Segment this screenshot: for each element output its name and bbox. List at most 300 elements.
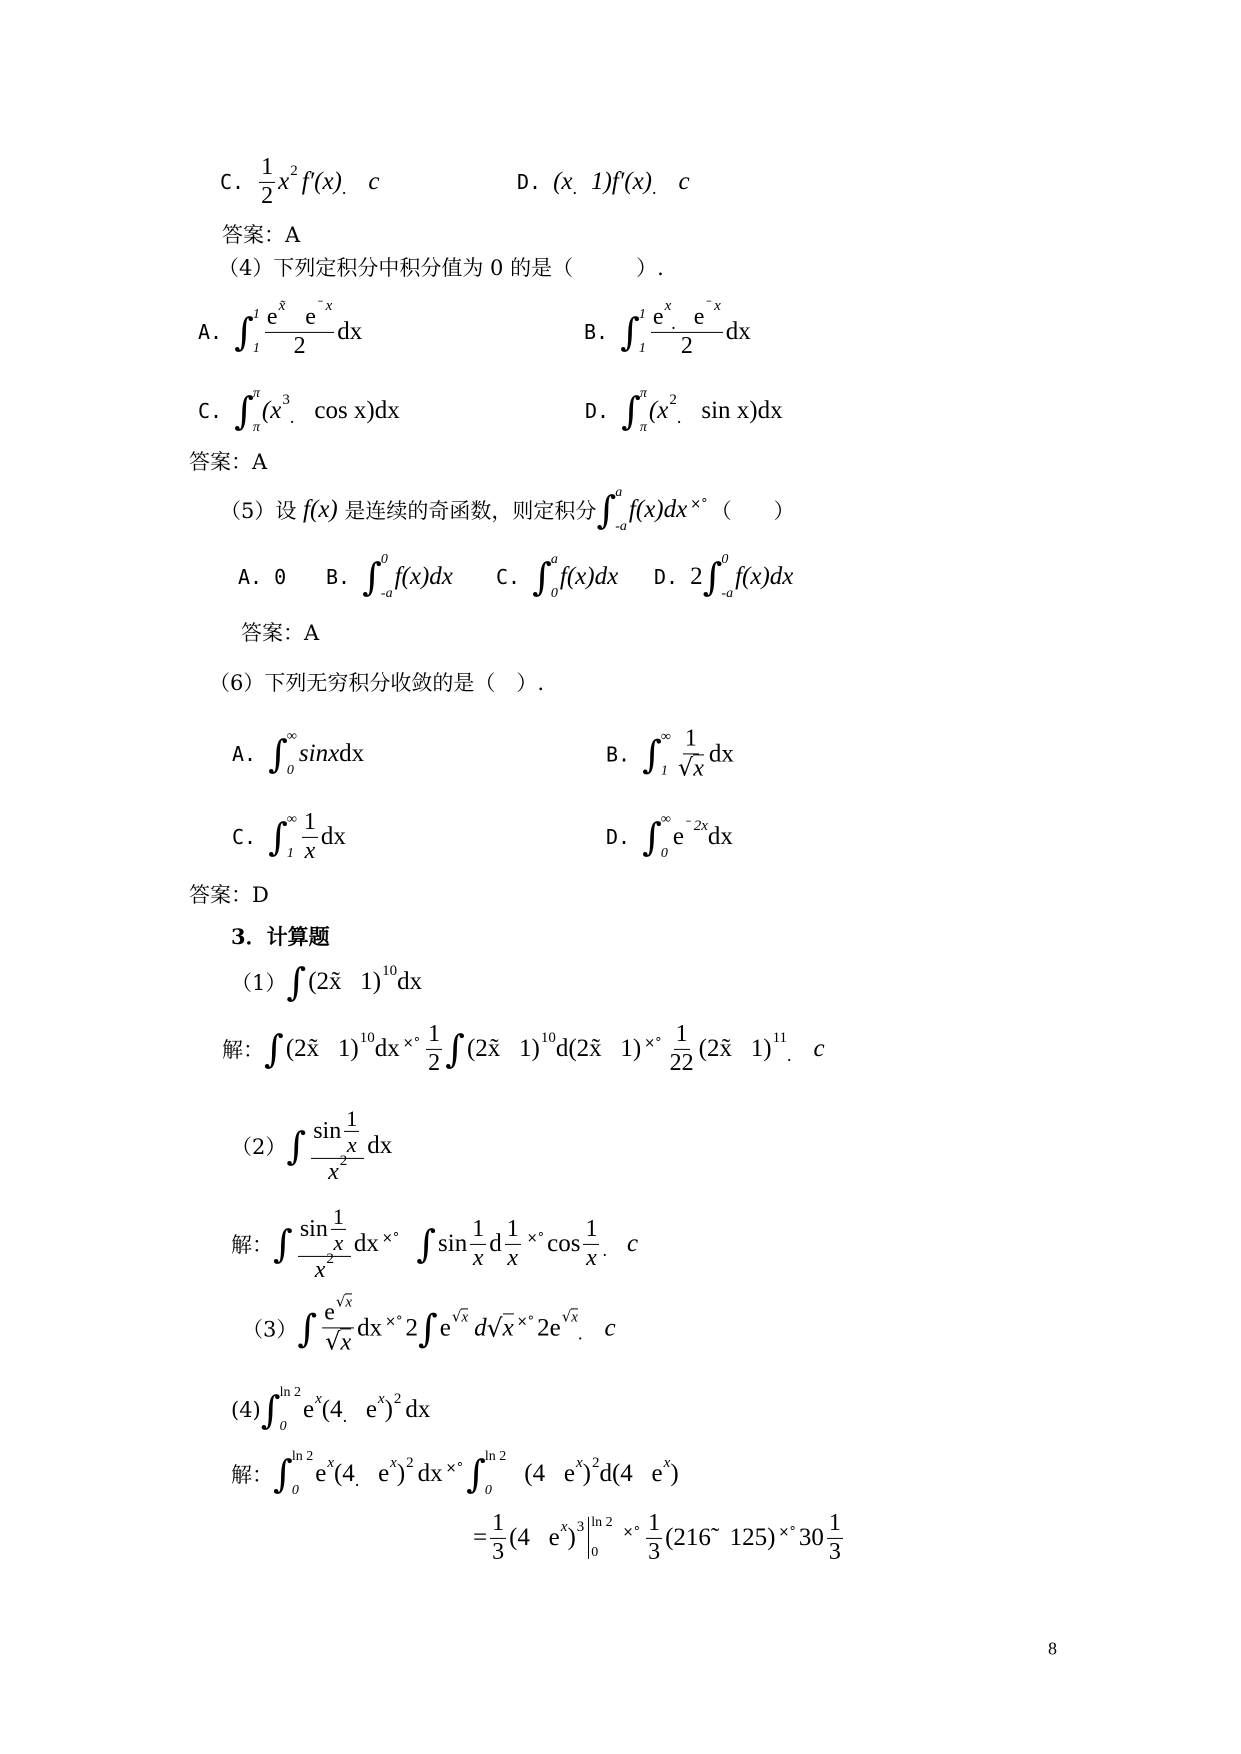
integral-limits bbox=[615, 485, 627, 535]
option-label: B. bbox=[326, 565, 351, 589]
c4-problem bbox=[231, 1385, 430, 1435]
dot: . bbox=[577, 1323, 583, 1344]
differential: dx bbox=[417, 1460, 443, 1487]
solution-label: 解： bbox=[231, 1233, 273, 1257]
denominator: x bbox=[346, 1132, 357, 1158]
math-expr: sinx bbox=[298, 740, 340, 767]
numerator bbox=[265, 298, 334, 333]
lower-limit: 0 bbox=[550, 586, 558, 601]
exponent: 2 bbox=[290, 162, 298, 179]
radical-sign: √ bbox=[486, 1313, 503, 1343]
upper-limit: ln 2 bbox=[279, 1385, 301, 1400]
integral bbox=[286, 1124, 307, 1168]
q4-option-b bbox=[584, 298, 751, 360]
integral bbox=[234, 386, 260, 436]
option-label: C. bbox=[496, 565, 521, 589]
integral bbox=[286, 960, 307, 1004]
option-label: C. bbox=[232, 825, 257, 849]
numerator: 1 bbox=[426, 1021, 442, 1050]
numerator: 1 bbox=[259, 154, 275, 183]
fraction bbox=[426, 1021, 442, 1077]
constant: c bbox=[626, 1230, 639, 1257]
math-e: e bbox=[315, 1460, 327, 1487]
integral bbox=[642, 812, 671, 862]
radicand: x bbox=[461, 1309, 469, 1326]
q4-answer: 答案：A bbox=[189, 450, 268, 474]
q5-option-d bbox=[654, 552, 793, 602]
lower-limit: 0 bbox=[591, 1545, 599, 1560]
math-expr: (4 bbox=[321, 1396, 343, 1423]
equals-glyph: ×° bbox=[381, 1230, 400, 1246]
q6-option-c bbox=[232, 809, 346, 865]
stem-text: 是连续的奇函数，则定积分 bbox=[337, 499, 597, 523]
integral-sign: ∫ bbox=[417, 1306, 438, 1350]
option-label: C. bbox=[198, 399, 223, 423]
upper-limit: a bbox=[615, 485, 623, 500]
q3-answer: 答案：A bbox=[222, 223, 301, 247]
radicand: x bbox=[345, 1294, 353, 1311]
lower-limit: -a bbox=[721, 586, 734, 601]
equals-glyph: ×° bbox=[445, 1460, 464, 1476]
exponent: 2 bbox=[326, 1250, 334, 1267]
denominator: x bbox=[333, 1230, 344, 1256]
integral-sign: ∫ bbox=[532, 555, 552, 599]
upper-limit: ∞ bbox=[286, 729, 297, 744]
upper-limit: ∞ bbox=[660, 812, 671, 827]
denominator: 2 bbox=[261, 182, 274, 209]
integral-limits bbox=[292, 1449, 313, 1499]
q5-stem bbox=[220, 485, 795, 535]
exponent: 3 bbox=[576, 1518, 585, 1535]
lower-limit: 0 bbox=[484, 1483, 492, 1498]
exponent bbox=[452, 1308, 468, 1327]
integral-limits bbox=[721, 552, 733, 602]
equals-glyph: ×° bbox=[622, 1524, 641, 1540]
integral-limits bbox=[280, 1385, 301, 1435]
math-expr: f(x) bbox=[303, 496, 338, 523]
differential: dx bbox=[374, 1035, 400, 1062]
math-expr: 2e bbox=[537, 1314, 561, 1341]
coefficient: 2 bbox=[405, 1314, 418, 1341]
option-label: D. bbox=[517, 170, 542, 194]
exponent: ˉ x bbox=[705, 298, 721, 315]
dot: . bbox=[289, 406, 295, 427]
integral-limits bbox=[253, 386, 260, 436]
exponent: 2 bbox=[669, 391, 677, 408]
upper-limit: ∞ bbox=[660, 729, 671, 744]
exponent: x bbox=[315, 1390, 322, 1407]
upper-limit: 1 bbox=[638, 307, 646, 322]
integral-sign: ∫ bbox=[362, 555, 382, 599]
equals-sign: = bbox=[473, 1524, 488, 1551]
option-label: C. bbox=[220, 170, 245, 194]
math-expr: (x bbox=[648, 397, 669, 424]
integral bbox=[445, 1027, 465, 1071]
fraction bbox=[311, 1106, 364, 1186]
q4-option-a bbox=[198, 298, 363, 360]
option-label: D. bbox=[585, 399, 610, 423]
denominator bbox=[326, 1152, 349, 1187]
lower-limit: π bbox=[639, 420, 647, 435]
equals-glyph: ×° bbox=[516, 1314, 535, 1330]
dot: . bbox=[652, 177, 657, 198]
integral-sign: ∫ bbox=[234, 310, 254, 354]
math-expr: f(x)dx bbox=[559, 563, 619, 590]
integral-limits bbox=[639, 307, 646, 357]
dot: . bbox=[354, 1469, 360, 1490]
math-expr: d(4 e bbox=[599, 1460, 663, 1487]
math-expr: ) bbox=[582, 1460, 591, 1487]
numerator: 1 bbox=[674, 1021, 690, 1050]
integral bbox=[703, 552, 733, 602]
upper-limit: 1 bbox=[252, 307, 260, 322]
math-expr: (4 bbox=[333, 1460, 355, 1487]
integral-sign: ∫ bbox=[273, 1222, 293, 1266]
denominator: 3 bbox=[492, 1538, 505, 1565]
equals-glyph: ×° bbox=[385, 1314, 403, 1330]
constant: c bbox=[813, 1035, 825, 1062]
integral-sign: ∫ bbox=[260, 1388, 281, 1432]
denominator: 3 bbox=[648, 1538, 661, 1565]
fraction bbox=[583, 1216, 599, 1272]
q4-option-c bbox=[198, 386, 400, 436]
exponent: 10 bbox=[382, 962, 398, 979]
radical-sign: √ bbox=[451, 1307, 462, 1326]
exponent: 11 bbox=[772, 1029, 788, 1046]
answer-blank: （ ） bbox=[710, 499, 795, 523]
integral-sign: ∫ bbox=[416, 1222, 437, 1266]
solution-label: 解： bbox=[222, 1038, 264, 1062]
integral-sign: ∫ bbox=[466, 1452, 486, 1496]
integral-limits bbox=[485, 1449, 506, 1499]
denominator: 2 bbox=[428, 1049, 441, 1076]
denominator: 2 bbox=[293, 332, 306, 359]
upper-limit: π bbox=[252, 386, 260, 401]
exponent: 2 bbox=[406, 1454, 414, 1471]
math-expr: (216̃ 125) bbox=[665, 1524, 776, 1551]
differential: dx bbox=[339, 740, 365, 767]
c3-problem bbox=[242, 1292, 616, 1356]
exponent: x̃ bbox=[278, 298, 286, 315]
upper-limit: 0 bbox=[380, 552, 388, 567]
exponent: 2 bbox=[393, 1390, 402, 1407]
math-expr: 30 bbox=[798, 1524, 824, 1551]
c1-problem bbox=[231, 960, 423, 1004]
fraction bbox=[490, 1510, 506, 1566]
math-var: x bbox=[328, 1158, 339, 1185]
integral bbox=[362, 552, 392, 602]
fraction bbox=[676, 725, 706, 782]
numerator: 1 bbox=[646, 1510, 662, 1539]
integral-sign: ∫ bbox=[268, 815, 288, 859]
math-var: x bbox=[314, 1256, 326, 1283]
q6-option-b bbox=[606, 725, 734, 782]
constant: c bbox=[604, 1314, 616, 1341]
integral-limits bbox=[640, 386, 647, 436]
exponent: 10 bbox=[359, 1029, 375, 1046]
math-e: e bbox=[693, 303, 705, 330]
numerator: 1 bbox=[683, 725, 699, 754]
math-expr: 1)f′(x) bbox=[591, 168, 653, 195]
denominator: x bbox=[304, 837, 316, 864]
exponent: ˉ x bbox=[316, 298, 333, 315]
math-e: e bbox=[672, 823, 684, 850]
fraction bbox=[646, 1510, 662, 1566]
upper-limit: 0 bbox=[721, 552, 729, 567]
fraction bbox=[298, 1204, 351, 1284]
exponent: x bbox=[575, 1454, 583, 1471]
exponent bbox=[562, 1308, 578, 1327]
math-e: e bbox=[302, 1396, 315, 1423]
fraction bbox=[331, 1204, 346, 1256]
numerator: 1 bbox=[470, 1216, 486, 1245]
numerator: 1 bbox=[302, 809, 318, 838]
q5-option-a bbox=[238, 565, 298, 589]
fraction bbox=[651, 298, 723, 360]
exponent: ˉ 2x bbox=[685, 817, 708, 834]
math-var: x bbox=[278, 168, 290, 195]
equals-glyph: ×° bbox=[778, 1524, 796, 1540]
fraction bbox=[265, 298, 334, 360]
problem-label: （2） bbox=[231, 1135, 287, 1159]
integral bbox=[268, 729, 297, 779]
equals-glyph: ×° bbox=[690, 496, 708, 512]
integral bbox=[621, 386, 647, 436]
lower-limit: 0 bbox=[279, 1419, 287, 1434]
integral bbox=[297, 1306, 318, 1350]
sin-text: sin bbox=[299, 1215, 328, 1242]
dot: . bbox=[787, 1044, 792, 1065]
exponent: 2 bbox=[339, 1152, 348, 1169]
math-expr: e bbox=[545, 1460, 575, 1487]
radical-sign: √ bbox=[325, 1327, 341, 1356]
math-expr: (2x̃ 1) bbox=[466, 1035, 540, 1062]
lower-limit: -a bbox=[615, 519, 627, 534]
math-expr: d(2x̃ 1) bbox=[555, 1035, 642, 1062]
exponent: x bbox=[664, 298, 672, 315]
integral-sign: ∫ bbox=[445, 1027, 465, 1071]
radicand: x bbox=[340, 1329, 352, 1355]
integral-sign: ∫ bbox=[642, 815, 662, 859]
math-expr: (2x̃ 1) bbox=[285, 1035, 359, 1062]
option-label: A. bbox=[232, 742, 257, 766]
exponent: 3 bbox=[282, 391, 290, 408]
differential-d: d bbox=[489, 1230, 502, 1257]
integral bbox=[466, 1449, 506, 1499]
cos-text: cos bbox=[547, 1230, 581, 1257]
integral bbox=[620, 307, 646, 357]
numerator: 1 bbox=[346, 1105, 358, 1131]
math-expr: f(x)dx bbox=[628, 496, 688, 523]
stem-text: （5）设 bbox=[220, 499, 304, 523]
integral-sign: ∫ bbox=[621, 389, 641, 433]
integral-sign: ∫ bbox=[273, 1452, 293, 1496]
c2-solution bbox=[231, 1204, 638, 1284]
lower-limit: 1 bbox=[286, 846, 294, 861]
integral bbox=[532, 552, 558, 602]
integral-sign: ∫ bbox=[286, 960, 307, 1004]
upper-limit: ln 2 bbox=[291, 1449, 314, 1464]
q5-option-b bbox=[326, 552, 453, 602]
q6-option-a bbox=[232, 729, 364, 779]
q6-stem: （6）下列无穷积分收敛的是（ ）. bbox=[209, 671, 545, 695]
q4-stem: （4）下列定积分中积分值为 0 的是（ ）. bbox=[218, 256, 664, 280]
numerator bbox=[651, 298, 723, 334]
denominator: x bbox=[507, 1244, 519, 1271]
integral bbox=[596, 485, 626, 535]
math-expr: (x bbox=[261, 397, 282, 424]
differential: dx bbox=[337, 318, 363, 345]
solution-label: 解： bbox=[231, 1463, 273, 1487]
denominator bbox=[676, 754, 706, 783]
fraction bbox=[259, 154, 275, 210]
numerator: 1 bbox=[827, 1510, 843, 1539]
integral-sign: ∫ bbox=[596, 488, 617, 532]
q6-option-d bbox=[606, 812, 733, 862]
exponent: x bbox=[327, 1454, 334, 1471]
dot: . bbox=[341, 177, 347, 198]
math-e: e bbox=[439, 1314, 451, 1341]
integral bbox=[417, 1306, 438, 1350]
integral-limits bbox=[253, 307, 260, 357]
bar-limits bbox=[591, 1515, 612, 1561]
option-label: D. bbox=[606, 825, 631, 849]
dot: . bbox=[671, 313, 676, 334]
upper-limit: a bbox=[550, 552, 558, 567]
exponent: x bbox=[663, 1454, 671, 1471]
c4-solution bbox=[231, 1449, 679, 1499]
integral bbox=[264, 1027, 284, 1071]
lower-limit: 1 bbox=[660, 763, 668, 778]
integral bbox=[268, 812, 297, 862]
math-expr: (4 e bbox=[509, 1524, 560, 1551]
denominator: x bbox=[586, 1244, 597, 1271]
math-expr: ) bbox=[670, 1460, 679, 1487]
math-expr: f(x)dx bbox=[735, 563, 794, 590]
numerator: 1 bbox=[490, 1510, 506, 1539]
integral-limits bbox=[551, 552, 558, 602]
exponent: x bbox=[390, 1454, 397, 1471]
differential: dx bbox=[320, 823, 346, 850]
denominator bbox=[323, 1328, 353, 1357]
denominator: x bbox=[472, 1244, 484, 1271]
integral-limits bbox=[661, 729, 671, 779]
numerator: 1 bbox=[332, 1203, 344, 1229]
fraction bbox=[344, 1106, 359, 1158]
math-expr: (4 bbox=[524, 1460, 546, 1487]
exponent bbox=[336, 1293, 352, 1311]
evaluation-bar bbox=[584, 1515, 612, 1561]
dot: . bbox=[572, 177, 578, 198]
numerator bbox=[311, 1106, 364, 1159]
math-expr: f′(x) bbox=[301, 168, 342, 195]
math-e: e bbox=[324, 1299, 335, 1326]
differential: dx bbox=[353, 1230, 379, 1257]
denominator bbox=[313, 1250, 336, 1285]
lower-limit: 1 bbox=[638, 341, 646, 356]
integral-sign: ∫ bbox=[264, 1027, 284, 1071]
equals-glyph: ×° bbox=[644, 1035, 662, 1051]
lower-limit: π bbox=[252, 420, 260, 435]
lower-limit: 0 bbox=[660, 846, 668, 861]
math-expr: (x bbox=[553, 168, 573, 195]
exponent: 2 bbox=[591, 1454, 600, 1471]
integral-sign: ∫ bbox=[286, 1124, 307, 1168]
q3-option-c bbox=[220, 154, 379, 210]
math-expr: sin x)dx bbox=[701, 397, 783, 424]
radical-sign: √ bbox=[677, 753, 694, 782]
differential: dx bbox=[357, 1314, 383, 1341]
sin-text: sin bbox=[313, 1117, 342, 1144]
integral bbox=[642, 729, 671, 779]
numerator bbox=[298, 1204, 351, 1257]
c1-solution bbox=[222, 1021, 825, 1077]
upper-limit: ln 2 bbox=[591, 1515, 613, 1530]
fraction bbox=[505, 1216, 521, 1272]
integral-sign: ∫ bbox=[620, 310, 640, 354]
math-expr: cos x)dx bbox=[314, 397, 400, 424]
math-expr: ) bbox=[396, 1460, 406, 1487]
math-e: e bbox=[305, 303, 316, 330]
integral bbox=[273, 1449, 313, 1499]
integral bbox=[261, 1385, 301, 1435]
page-number: 8 bbox=[1048, 1638, 1057, 1659]
integral-limits bbox=[381, 552, 393, 602]
fraction bbox=[827, 1510, 843, 1566]
dot: . bbox=[676, 406, 682, 427]
math-expr: e bbox=[347, 1396, 377, 1423]
section-heading: 3．计算题 bbox=[231, 924, 330, 949]
differential: dx bbox=[367, 1132, 393, 1159]
q6-answer: 答案：D bbox=[189, 883, 269, 907]
numerator: 1 bbox=[583, 1216, 599, 1245]
radicand: x bbox=[571, 1309, 578, 1326]
option-label: D. bbox=[654, 565, 679, 589]
q3-option-d bbox=[517, 168, 690, 196]
upper-limit: π bbox=[639, 386, 647, 401]
problem-label: （1） bbox=[231, 971, 287, 995]
dot: . bbox=[602, 1239, 607, 1260]
option-label: A. bbox=[198, 320, 223, 344]
numerator bbox=[322, 1292, 354, 1328]
differential: dx bbox=[707, 823, 733, 850]
equals-glyph: ×° bbox=[526, 1230, 545, 1246]
integral bbox=[234, 307, 260, 357]
radicand: x bbox=[693, 755, 704, 781]
denominator: 2 bbox=[680, 332, 693, 359]
problem-label: (4) bbox=[231, 1398, 261, 1422]
math-expr: (2x̃ 1) bbox=[698, 1035, 772, 1062]
option-label: B. bbox=[584, 320, 609, 344]
c2-problem bbox=[231, 1106, 392, 1186]
exponent: 10 bbox=[540, 1029, 556, 1046]
constant: c bbox=[678, 168, 690, 195]
differential-d: d bbox=[474, 1314, 487, 1341]
differential: dx bbox=[708, 740, 734, 767]
lower-limit: -a bbox=[380, 586, 393, 601]
math-expr: f(x)dx bbox=[394, 563, 453, 590]
denominator: 22 bbox=[669, 1049, 694, 1076]
numerator: 1 bbox=[505, 1216, 521, 1245]
dot: . bbox=[342, 1405, 348, 1426]
integral bbox=[273, 1222, 293, 1266]
lower-limit: 1 bbox=[252, 341, 260, 356]
lower-limit: 0 bbox=[286, 763, 294, 778]
c4-solution-continued bbox=[473, 1510, 846, 1566]
math-e: e bbox=[652, 303, 664, 330]
integral-sign: ∫ bbox=[234, 389, 254, 433]
integral-sign: ∫ bbox=[702, 555, 723, 599]
